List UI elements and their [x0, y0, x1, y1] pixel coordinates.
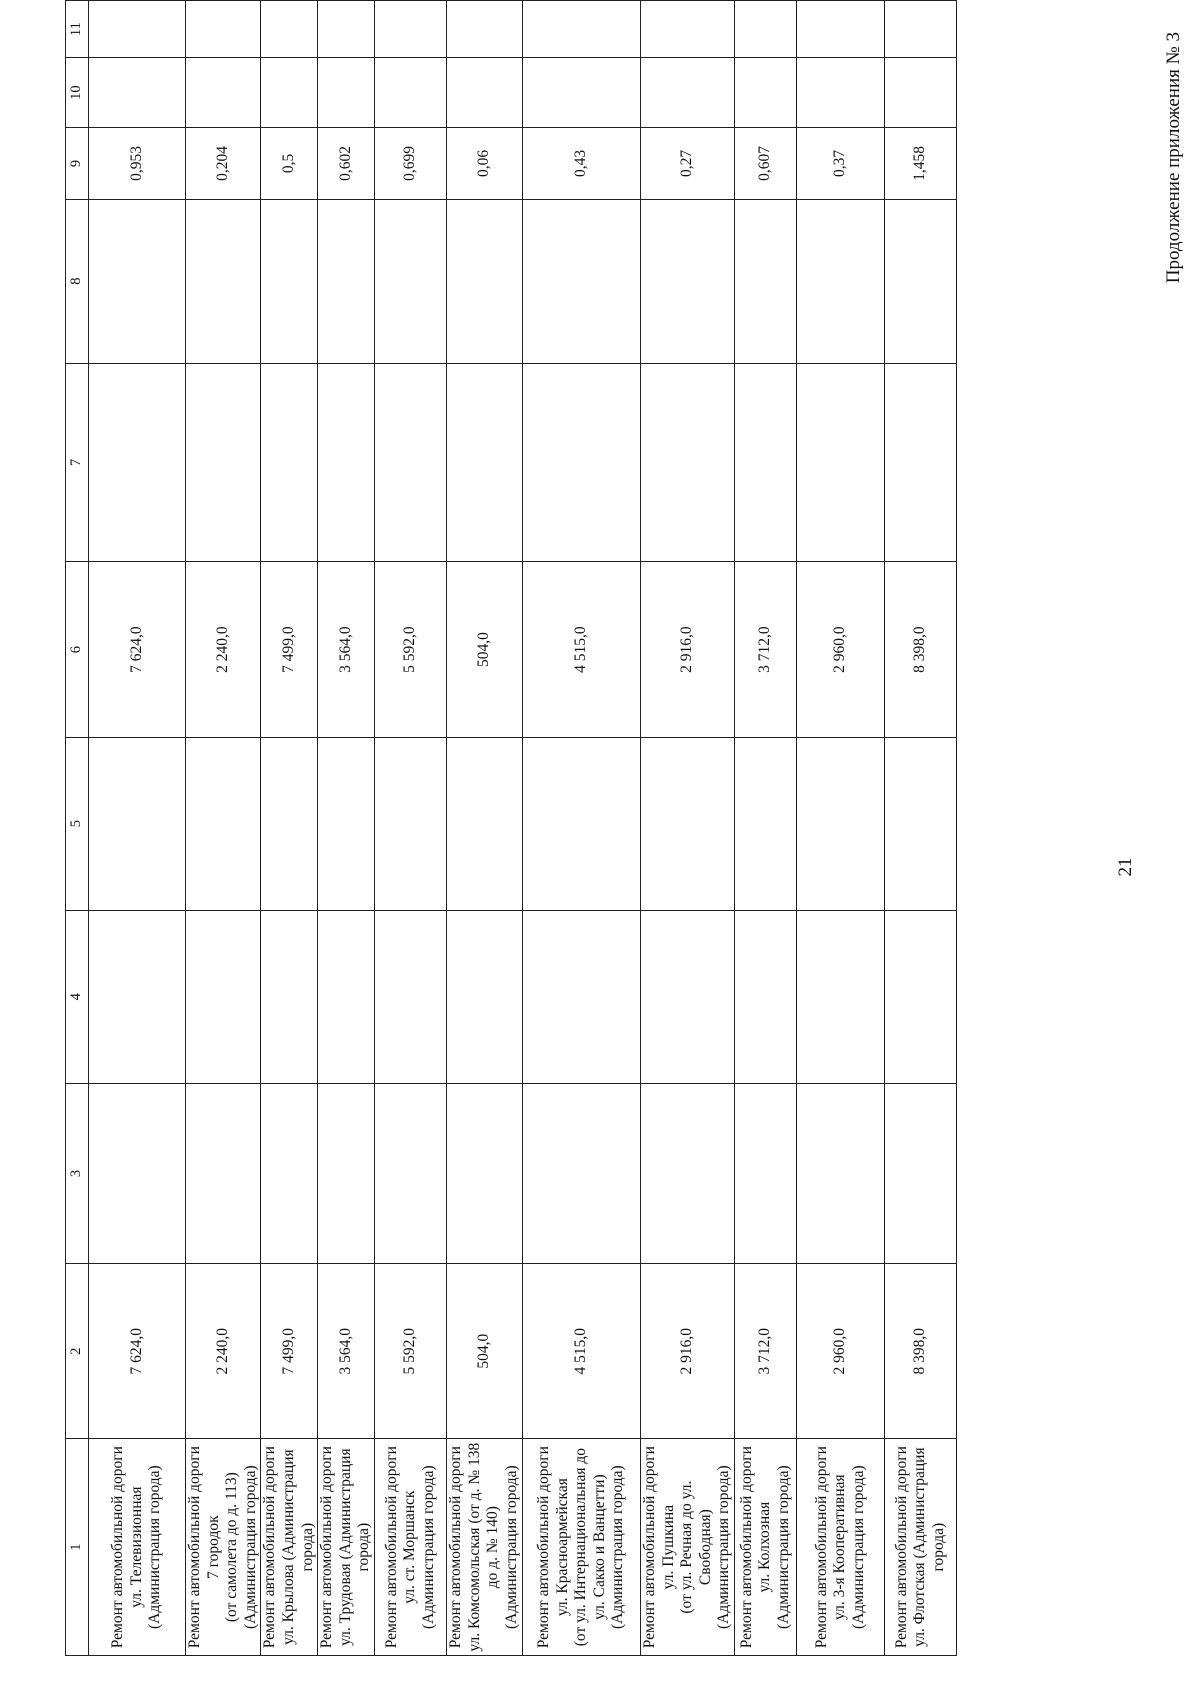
cell-col-5: [522, 737, 640, 910]
row-name-line: (Администрация города): [419, 1465, 437, 1629]
cell-col-5: [186, 737, 261, 910]
cell-col-8: [884, 199, 956, 363]
column-header: 7: [66, 363, 89, 562]
row-name-line: (Администрация города): [146, 1465, 164, 1629]
row-name-line: ул. Сакко и Ванцетти): [590, 1474, 608, 1620]
row-name-cell: [318, 1439, 375, 1656]
cell-col-3: [261, 1083, 318, 1263]
cell-col-2: 4 515,0: [522, 1264, 640, 1439]
cell-col-7: [884, 363, 956, 562]
row-name-line: Ремонт автомобильной дороги: [318, 1446, 336, 1649]
table-row: [884, 1, 956, 1656]
cell-col-8: [89, 199, 186, 363]
cell-col-10: [89, 58, 186, 128]
cell-col-6: 4 515,0: [522, 562, 640, 737]
column-header: 5: [66, 737, 89, 910]
table-row: [446, 1, 522, 1656]
cell-col-4: [186, 910, 261, 1083]
table-row: [318, 1, 375, 1656]
cell-col-4: [884, 910, 956, 1083]
cell-col-4: [374, 910, 446, 1083]
cell-col-10: [374, 58, 446, 128]
row-name-line: Ремонт автомобильной дороги ул. Колхозная: [737, 1446, 774, 1649]
table-row: [261, 1, 318, 1656]
cell-col-9: 1,458: [884, 128, 956, 200]
cell-col-7: [734, 363, 796, 562]
cell-col-7: [186, 363, 261, 562]
cell-col-5: [318, 737, 375, 910]
row-name-line: Ремонт автомобильной дороги: [261, 1446, 279, 1649]
cell-col-5: [796, 737, 884, 910]
row-name-line: ул. 3-я Кооперативная: [831, 1474, 849, 1620]
cell-col-2: 2 960,0: [796, 1264, 884, 1439]
cell-col-10: [446, 58, 522, 128]
row-name-line: Ремонт автомобильной дороги: [812, 1446, 830, 1649]
row-name-line: (Администрация города): [241, 1465, 259, 1629]
table-row: [640, 1, 734, 1656]
row-name-line: ул. Красноармейская: [553, 1478, 571, 1617]
cell-col-9: 0,602: [318, 128, 375, 200]
cell-col-9: 0,607: [734, 128, 796, 200]
cell-col-6: 7 624,0: [89, 562, 186, 737]
cell-col-9: 0,204: [186, 128, 261, 200]
cell-col-10: [734, 58, 796, 128]
row-name-line: (Администрация города): [715, 1465, 733, 1629]
cell-col-3: [89, 1083, 186, 1263]
cell-col-5: [734, 737, 796, 910]
cell-col-2: 7 624,0: [89, 1264, 186, 1439]
cell-col-2: 8 398,0: [884, 1264, 956, 1439]
cell-col-5: [446, 737, 522, 910]
cell-col-11: [796, 1, 884, 58]
row-name-line: Ремонт автомобильной дороги: [447, 1446, 465, 1649]
cell-col-8: [522, 199, 640, 363]
cell-col-4: [261, 910, 318, 1083]
cell-col-5: [89, 737, 186, 910]
cell-col-8: [261, 199, 318, 363]
row-name-line: Ремонт автомобильной дороги: [382, 1446, 400, 1649]
column-header: 6: [66, 562, 89, 737]
table-header-row: [66, 1, 89, 1656]
cell-col-7: [89, 363, 186, 562]
table-row: [186, 1, 261, 1656]
cell-col-3: [186, 1083, 261, 1263]
row-name-line: (Администрация города): [609, 1465, 627, 1629]
column-header: 8: [66, 199, 89, 363]
cell-col-8: [374, 199, 446, 363]
cell-col-10: [796, 58, 884, 128]
row-name-cell: [734, 1439, 796, 1656]
column-header: 9: [66, 128, 89, 200]
row-name-line: ул. ст. Моршанск: [401, 1490, 419, 1604]
table-row: [89, 1, 186, 1656]
cell-col-11: [374, 1, 446, 58]
cell-col-9: 0,43: [522, 128, 640, 200]
cell-col-2: 7 499,0: [261, 1264, 318, 1439]
cell-col-5: [884, 737, 956, 910]
column-header: 11: [66, 1, 89, 58]
cell-col-11: [884, 1, 956, 58]
cell-col-10: [522, 58, 640, 128]
row-name-cell: [640, 1439, 734, 1656]
row-name-line: ул. Телевизионная: [127, 1486, 145, 1608]
cell-col-6: 504,0: [446, 562, 522, 737]
cell-col-5: [640, 737, 734, 910]
cell-col-11: [734, 1, 796, 58]
cell-col-7: [640, 363, 734, 562]
cell-col-7: [446, 363, 522, 562]
table-row: [734, 1, 796, 1656]
cell-col-10: [186, 58, 261, 128]
cell-col-4: [734, 910, 796, 1083]
cell-col-8: [318, 199, 375, 363]
cell-col-7: [318, 363, 375, 562]
cell-col-3: [318, 1083, 375, 1263]
data-table-container: [65, 0, 957, 1656]
cell-col-3: [796, 1083, 884, 1263]
row-name-line: ул. Флотская (Администрация города): [911, 1447, 947, 1647]
data-table: [65, 0, 957, 1656]
cell-col-9: 0,5: [261, 128, 318, 200]
cell-col-4: [796, 910, 884, 1083]
cell-col-9: 0,953: [89, 128, 186, 200]
cell-col-3: [640, 1083, 734, 1263]
cell-col-6: 8 398,0: [884, 562, 956, 737]
row-name-line: Ремонт автомобильной дороги: [892, 1446, 910, 1649]
cell-col-11: [186, 1, 261, 58]
table-row: [796, 1, 884, 1656]
cell-col-8: [734, 199, 796, 363]
row-name-line: Ремонт автомобильной дороги: [534, 1446, 552, 1649]
cell-col-9: 0,37: [796, 128, 884, 200]
cell-col-6: 5 592,0: [374, 562, 446, 737]
row-name-line: ул. Трудовая (Администрация города): [336, 1448, 373, 1646]
row-name-line: Ремонт автомобильной дороги 7 городок: [186, 1446, 222, 1649]
row-name-cell: [884, 1439, 956, 1656]
cell-col-2: 3 564,0: [318, 1264, 375, 1439]
table-row: [522, 1, 640, 1656]
cell-col-6: 3 712,0: [734, 562, 796, 737]
row-name-cell: [374, 1439, 446, 1656]
cell-col-4: [318, 910, 375, 1083]
cell-col-2: 504,0: [446, 1264, 522, 1439]
cell-col-6: 2 960,0: [796, 562, 884, 737]
cell-col-4: [446, 910, 522, 1083]
cell-col-9: 0,27: [640, 128, 734, 200]
cell-col-5: [261, 737, 318, 910]
cell-col-11: [89, 1, 186, 58]
document-subtitle: Продолжение приложения № 3: [1163, 32, 1184, 284]
row-name-line: (от самолета до д. 113): [223, 1472, 241, 1623]
cell-col-3: [522, 1083, 640, 1263]
cell-col-7: [522, 363, 640, 562]
cell-col-2: 5 592,0: [374, 1264, 446, 1439]
column-header: 10: [66, 58, 89, 128]
row-name-line: (от ул. Интернациональная до: [572, 1448, 590, 1647]
cell-col-10: [261, 58, 318, 128]
row-name-cell: [522, 1439, 640, 1656]
row-name-line: ул. Комсомольская (от д. № 138 до д. № 140): [465, 1442, 502, 1652]
cell-col-2: 3 712,0: [734, 1264, 796, 1439]
cell-col-3: [374, 1083, 446, 1263]
row-name-line: Ремонт автомобильной дороги ул. Пушкина: [640, 1446, 677, 1649]
cell-col-4: [522, 910, 640, 1083]
cell-col-10: [318, 58, 375, 128]
cell-col-8: [186, 199, 261, 363]
row-name-cell: [89, 1439, 186, 1656]
cell-col-11: [522, 1, 640, 58]
cell-col-2: 2 916,0: [640, 1264, 734, 1439]
cell-col-2: 2 240,0: [186, 1264, 261, 1439]
cell-col-6: 7 499,0: [261, 562, 318, 737]
cell-col-7: [374, 363, 446, 562]
column-header: 3: [66, 1083, 89, 1263]
cell-col-6: 2 240,0: [186, 562, 261, 737]
cell-col-11: [640, 1, 734, 58]
cell-col-10: [640, 58, 734, 128]
row-name-line: (Администрация города): [503, 1465, 521, 1629]
cell-col-11: [446, 1, 522, 58]
cell-col-7: [261, 363, 318, 562]
table-row: [374, 1, 446, 1656]
column-header: 1: [66, 1439, 89, 1656]
cell-col-3: [446, 1083, 522, 1263]
cell-col-9: 0,699: [374, 128, 446, 200]
row-name-cell: [261, 1439, 318, 1656]
cell-col-4: [89, 910, 186, 1083]
cell-col-8: [446, 199, 522, 363]
row-name-cell: [796, 1439, 884, 1656]
column-header: 2: [66, 1264, 89, 1439]
cell-col-7: [796, 363, 884, 562]
cell-col-10: [884, 58, 956, 128]
cell-col-4: [640, 910, 734, 1083]
page-number: 21: [1115, 857, 1136, 877]
cell-col-5: [374, 737, 446, 910]
cell-col-8: [640, 199, 734, 363]
cell-col-11: [318, 1, 375, 58]
cell-col-11: [261, 1, 318, 58]
column-header: 4: [66, 910, 89, 1083]
row-name-line: (Администрация города): [774, 1465, 792, 1629]
row-name-line: (от ул. Речная до ул. Свободная): [678, 1480, 714, 1614]
cell-col-9: 0,06: [446, 128, 522, 200]
row-name-line: (Администрация города): [849, 1465, 867, 1629]
row-name-line: ул. Крылова (Администрация города): [279, 1449, 316, 1645]
cell-col-3: [734, 1083, 796, 1263]
cell-col-6: 2 916,0: [640, 562, 734, 737]
row-name-cell: [186, 1439, 261, 1656]
cell-col-6: 3 564,0: [318, 562, 375, 737]
cell-col-3: [884, 1083, 956, 1263]
row-name-cell: [446, 1439, 522, 1656]
cell-col-8: [796, 199, 884, 363]
row-name-line: Ремонт автомобильной дороги: [109, 1446, 127, 1649]
